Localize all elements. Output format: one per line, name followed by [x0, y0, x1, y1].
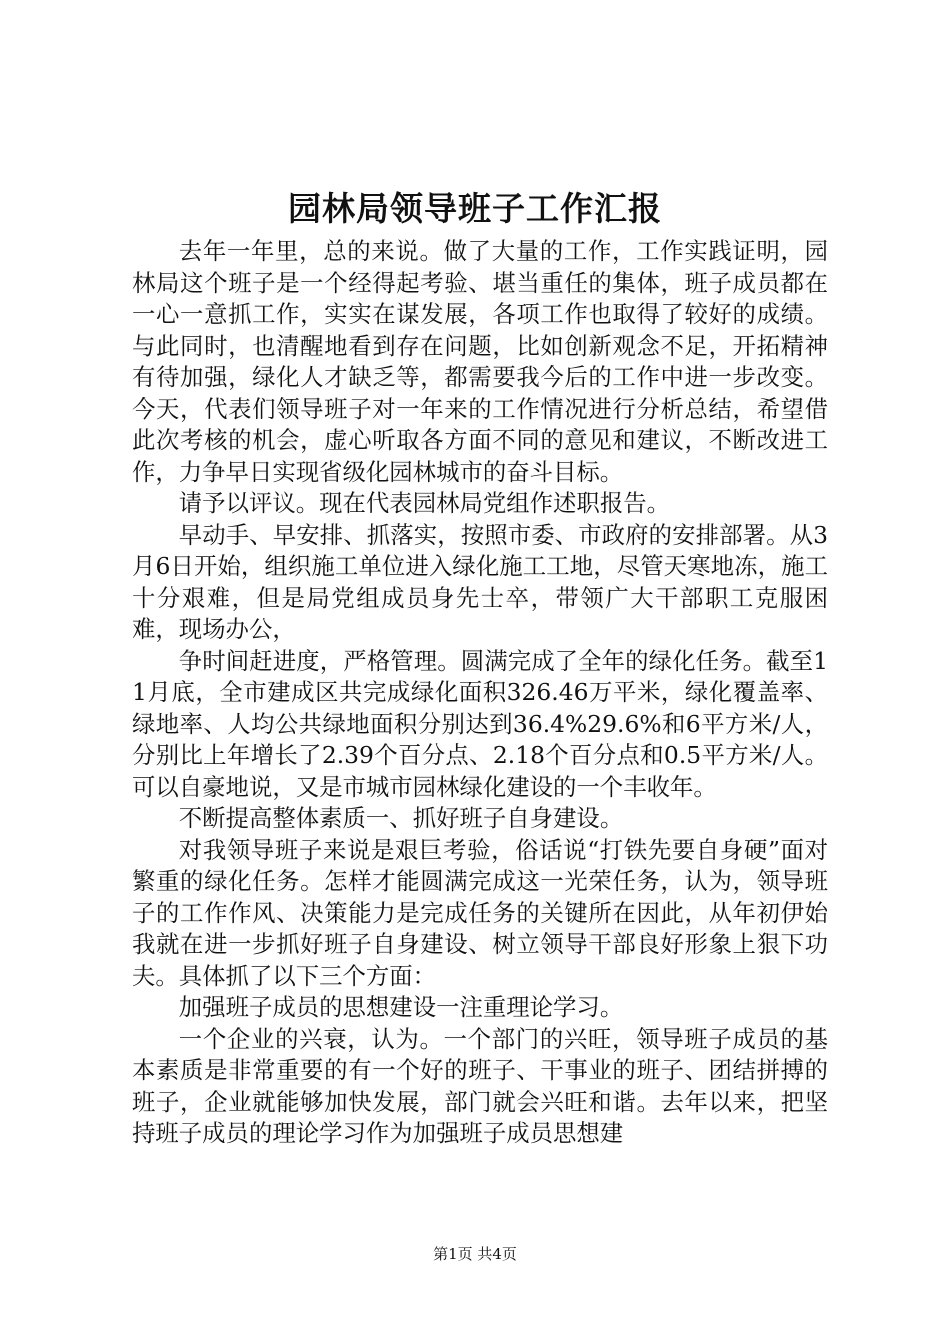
paragraph-1: 去年一年里，总的来说。做了大量的工作，工作实践证明，园林局这个班子是一个经得起考验、堪当重任的集体，班子成员都在一心一意抓工作，实实在谋发展，各项工作也取得了较好的成绩。与此同时，也清醒地看到存在问题，比如创新观念不足，开拓精神有待加强，绿化人才缺乏等，都需要我今后的工作中进一步改变。今天，代表们领导班子对一年来的工作情况进行分析总结，希望借此次考核的机会，虚心听取各方面不同的意见和建议，不断改进工作，力争早日实现省级化园林城市的奋斗目标。 — [132, 237, 828, 486]
paragraph-4: 争时间赶进度，严格管理。圆满完成了全年的绿化任务。截至11月底，全市建成区共完成绿化面积326.46万平米，绿化覆盖率、绿地率、人均公共绿地面积分别达到36.4%29.6%和6平方米/人，分别比上年增长了2.39个百分点、2.18个百分点和0.5平方米/人。可以自豪地说，又是市城市园林绿化建设的一个丰收年。 — [132, 646, 828, 801]
paragraph-2: 请予以评议。现在代表园林局党组作述职报告。 — [178, 489, 670, 517]
paragraph-7: 加强班子成员的思想建设一注重理论学习。 — [178, 993, 624, 1021]
paragraph-8: 一个企业的兴衰，认为。一个部门的兴旺，领导班子成员的基本素质是非常重要的有一个好的班子、干事业的班子、团结拼搏的班子，企业就能够加快发展，部门就会兴旺和谐。去年以来，把坚持班子成员的理论学习作为加强班子成员思想建 — [132, 1024, 828, 1147]
paragraph-6: 对我领导班子来说是艰巨考验，俗话说“打铁先要自身硬”面对繁重的绿化任务。怎样才能圆满完成这一光荣任务，认为，领导班子的工作作风、决策能力是完成任务的关键所在因此，从年初伊始我就在进一步抓好班子自身建设、树立领导干部良好形象上狠下功夫。具体抓了以下三个方面： — [132, 835, 828, 990]
paragraph-3: 早动手、早安排、抓落实，按照市委、市政府的安排部署。从3月6日开始，组织施工单位进入绿化施工工地，尽管天寒地冻，施工十分艰难，但是局党组成员身先士卒，带领广大干部职工克服困难，现场办公， — [132, 520, 828, 643]
document-body — [132, 236, 828, 1150]
paragraph-5: 不断提高整体素质一、抓好班子自身建设。 — [178, 804, 624, 832]
page-number-footer: 第1页 共4页 — [433, 1245, 517, 1263]
document-title: 园林局领导班子工作汇报 — [288, 189, 662, 228]
